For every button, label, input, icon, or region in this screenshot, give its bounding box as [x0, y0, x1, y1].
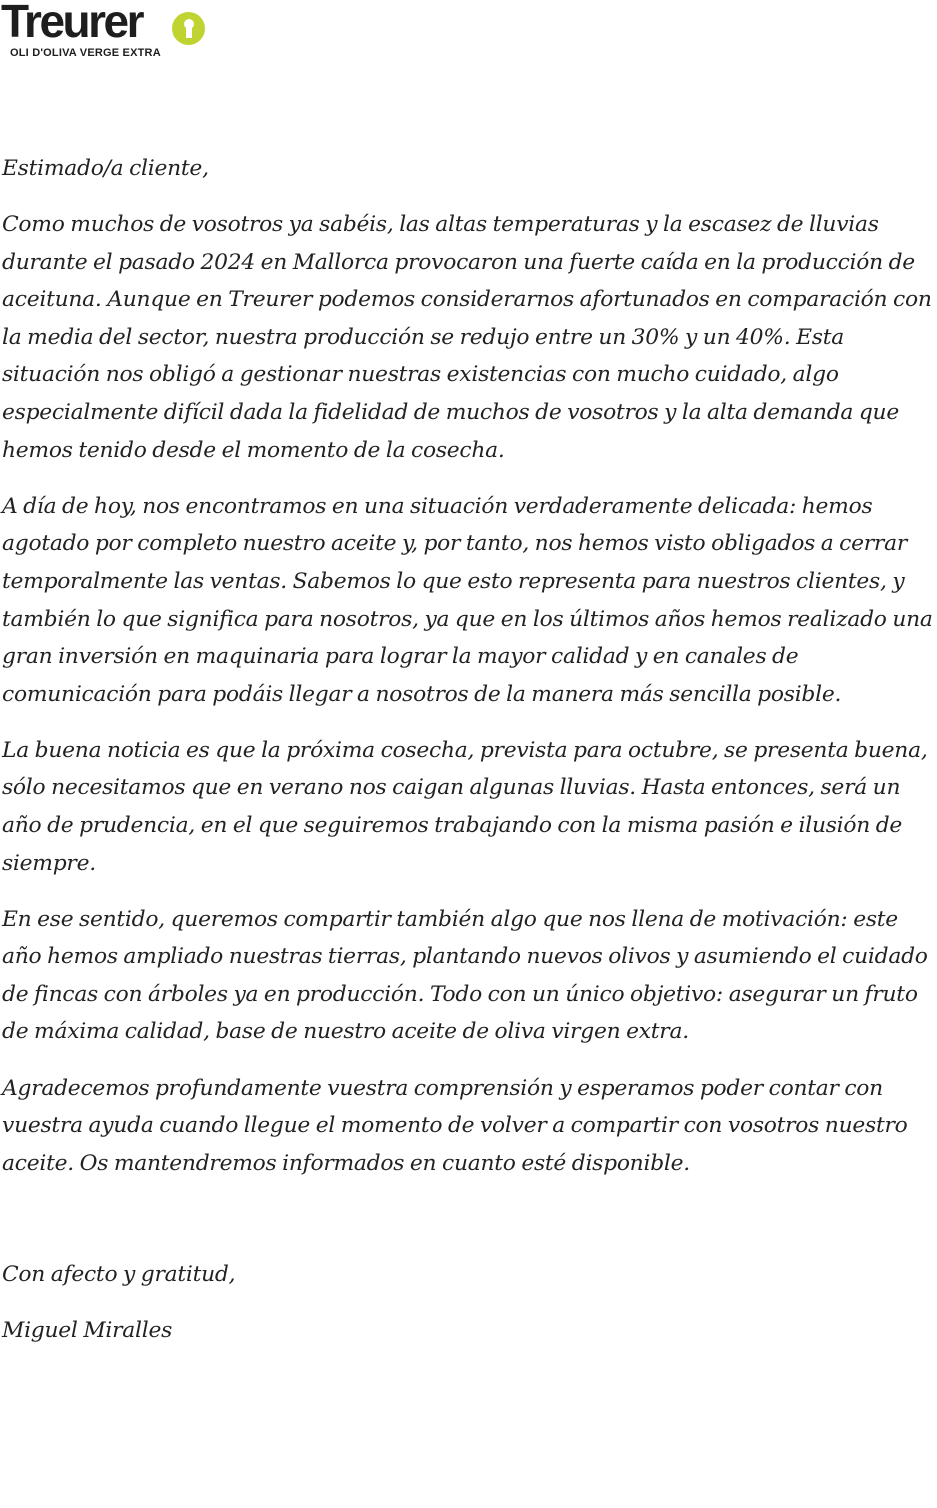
letter-closing: Con afecto y gratitud,	[2, 1262, 236, 1288]
letter-paragraph: Agradecemos profundamente vuestra comprensión y esperamos poder contar con vuestra ayuda cuando llegue el momento de volver a compartir con vosotros nuestro aceite. Os mantendremos informados en cuanto esté disponible.	[2, 1075, 908, 1176]
brand-logo	[1, 2, 211, 62]
letter-paragraph: Como muchos de vosotros ya sabéis, las altas temperaturas y la escasez de lluvias durante el pasado 2024 en Mallorca provocaron una fuerte caída en la producción de aceituna. Aunque en Treurer podemos considerarnos afortunados en comparación con la media del sector, nuestra producción se redujo entre un 30% y un 40%. Esta situación nos obligó a gestionar nuestras existencias con mucho cuidado, algo especialmente difícil dada la fidelidad de muchos de vosotros y la alta demanda que hemos tenido desde el momento de la cosecha.	[2, 212, 932, 463]
letter-body	[2, 150, 936, 1350]
letter-paragraph: En ese sentido, queremos compartir también algo que nos llena de motivación: este año hemos ampliado nuestras tierras, plantando nuevos olivos y asumiendo el cuidado de fincas con árboles ya en producción. Todo con un único objetivo: asegurar un fruto de máxima calidad, base de nuestro aceite de oliva virgen extra.	[2, 906, 928, 1045]
letter-signature: Miguel Miralles	[2, 1318, 173, 1344]
letter-paragraph: La buena noticia es que la próxima cosecha, prevista para octubre, se presenta buena, sólo necesitamos que en verano nos caigan algunas lluvias. Hasta entonces, será un año de prudencia, en el que seguiremos trabajando con la misma pasión e ilusión de siempre.	[2, 737, 928, 876]
logo-wordmark: Treurer	[1, 0, 143, 47]
logo-tagline: OLI D'OLIVA VERGE EXTRA	[10, 47, 161, 59]
olive-keyhole-icon	[172, 12, 205, 45]
letter-greeting: Estimado/a cliente,	[2, 156, 209, 181]
letter-paragraph: A día de hoy, nos encontramos en una situación verdaderamente delicada: hemos agotado por completo nuestro aceite y, por tanto, nos hemos visto obligados a cerrar temporalmente las ventas. Sabemos lo que esto representa para nuestros clientes, y también lo que significa para nosotros, ya que en los últimos años hemos realizado una gran inversión en maquinaria para lograr la mayor calidad y en canales de comunicación para podáis llegar a nosotros de la manera más sencilla posible.	[2, 493, 933, 707]
